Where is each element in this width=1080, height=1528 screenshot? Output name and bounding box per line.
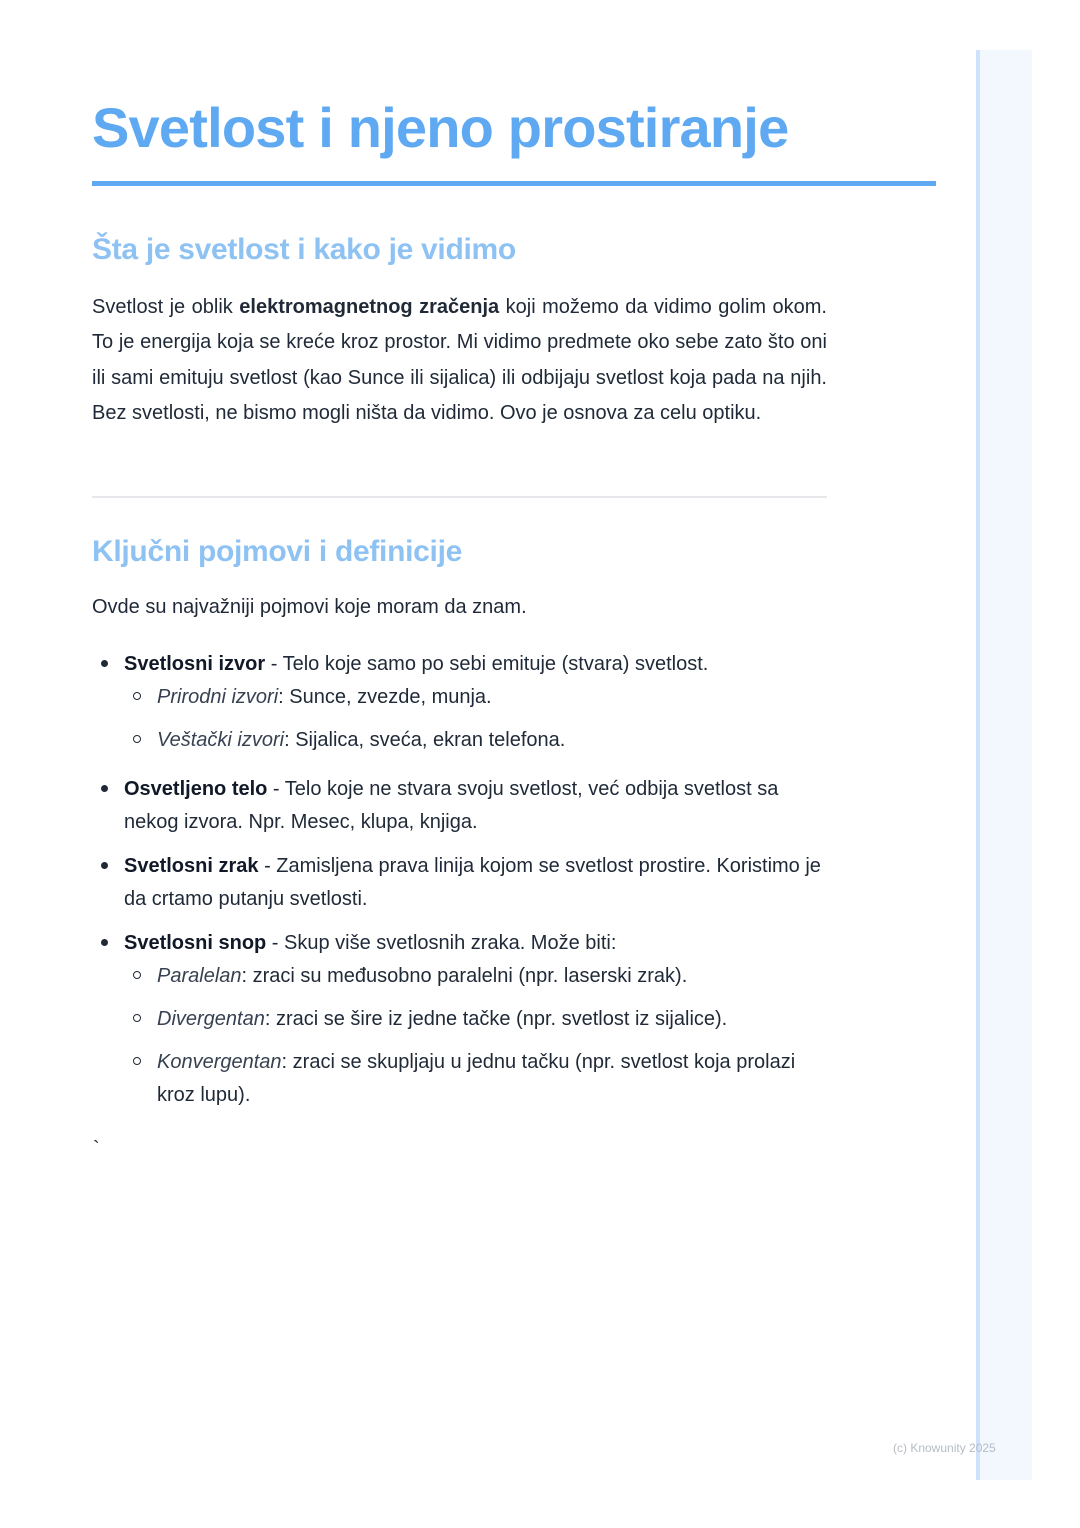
sub-list-item: [124, 960, 832, 993]
paragraph-bold-term: elektromagnetnog zračenja: [239, 296, 500, 318]
sub-list: [124, 681, 832, 757]
definition-text: - Telo koje ne stvara svoju svetlost, već odbija svetlost sa nekog izvora. Npr. Mesec, klupa, knjiga.: [124, 778, 779, 833]
sub-text: : Sijalica, sveća, ekran telefona.: [284, 729, 566, 751]
list-item: [92, 927, 832, 1112]
sub-term: Prirodni izvori: [157, 686, 279, 708]
sub-text: : zraci su međusobno paralelni (npr. laserski zrak).: [241, 965, 688, 987]
definitions-list: [92, 648, 832, 1123]
definition-term: Svetlosni zrak: [124, 855, 259, 877]
definition-term: Osvetljeno telo: [124, 778, 268, 800]
sub-term: Veštački izvori: [157, 729, 285, 751]
definition-text: - Telo koje samo po sebi emituje (stvara) svetlost.: [265, 653, 709, 675]
definitions-intro: Ovde su najvažniji pojmovi koje moram da znam.: [92, 596, 527, 618]
copyright-footer: (c) Knowunity 2025: [893, 1441, 996, 1455]
section-heading-definitions: Ključni pojmovi i definicije: [92, 535, 462, 568]
page-title: Svetlost i njeno prostiranje: [92, 96, 789, 159]
sub-list-item: [124, 1003, 832, 1036]
sub-text: : Sunce, zvezde, munja.: [278, 686, 492, 708]
list-item: [92, 648, 832, 757]
sub-term: Konvergentan: [157, 1051, 282, 1073]
sub-list-item: [124, 681, 832, 714]
section-paragraph: [92, 290, 827, 431]
sub-list-item: [124, 724, 832, 757]
paragraph-text-start: Svetlost je oblik: [92, 296, 240, 318]
paragraph-text-end: koji možemo da vidimo golim okom. To je energija koja se kreće kroz prostor. Mi vidimo predmete oko sebe zato što oni ili sami emituju svetlost (kao Sunce ili sijalica) ili odbijaju svetlost koja pada na njih. Bez svetlosti, ne bismo mogli ništa da vidimo. Ovo je osnova za celu optiku.: [92, 296, 827, 424]
side-panel: [976, 50, 1032, 1480]
title-underline: [92, 181, 936, 186]
definition-term: Svetlosni snop: [124, 932, 267, 954]
stray-backtick: `: [93, 1138, 100, 1160]
sub-text: : zraci se skupljaju u jednu tačku (npr. svetlost koja prolazi kroz lupu).: [157, 1051, 796, 1106]
sub-term: Divergentan: [157, 1008, 265, 1030]
definition-text: - Zamisljena prava linija kojom se svetlost prostire. Koristimo je da crtamo putanju svetlosti.: [124, 855, 821, 910]
definition-text: - Skup više svetlosnih zraka. Može biti:: [266, 932, 617, 954]
list-item: [92, 773, 832, 839]
section-heading-light: Šta je svetlost i kako je vidimo: [92, 233, 516, 266]
section-divider: [92, 496, 827, 498]
sub-list: [124, 960, 832, 1112]
sub-text: : zraci se šire iz jedne tačke (npr. svetlost iz sijalice).: [264, 1008, 728, 1030]
list-item: [92, 850, 832, 916]
definition-term: Svetlosni izvor: [124, 653, 266, 675]
sub-list-item: [124, 1046, 832, 1112]
sub-term: Paralelan: [157, 965, 242, 987]
